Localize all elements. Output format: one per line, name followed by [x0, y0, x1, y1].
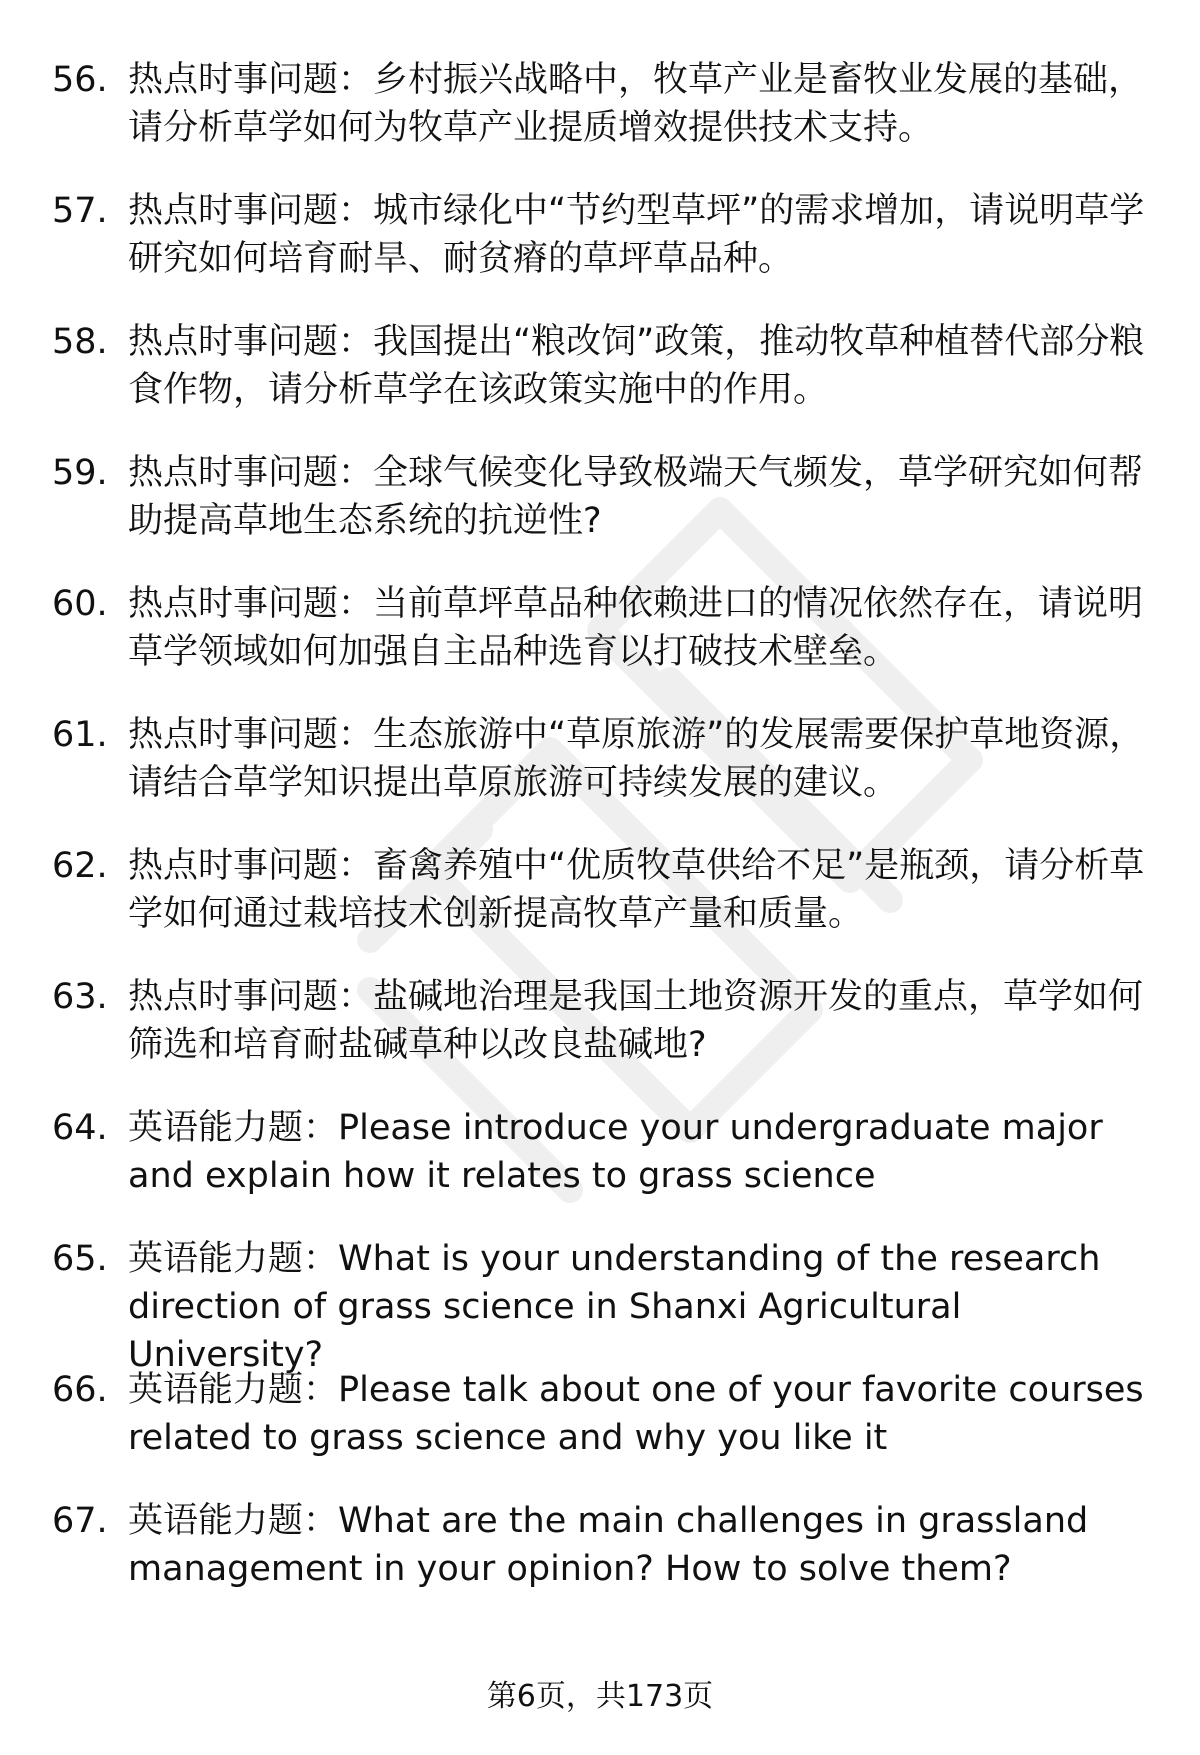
question-item — [52, 1104, 1162, 1235]
question-number: 65. — [52, 1239, 108, 1279]
question-list — [52, 56, 1162, 1628]
question-text: 英语能力题：What is your understanding of the research direction of grass science in Shanxi Agricultural University? — [128, 1239, 1101, 1375]
question-text: 热点时事问题：全球气候变化导致极端天气频发，草学研究如何帮助提高草地生态系统的抗逆性? — [128, 453, 1144, 541]
question-item — [52, 973, 1162, 1104]
question-item — [52, 1235, 1162, 1375]
question-item — [52, 56, 1162, 187]
question-number: 59. — [52, 453, 108, 493]
question-number: 64. — [52, 1108, 108, 1148]
question-text: 英语能力题：What are the main challenges in grassland management in your opinion? How to solve them? — [128, 1501, 1089, 1589]
page-footer — [0, 1677, 1200, 1717]
question-item — [52, 711, 1162, 842]
question-text: 热点时事问题：生态旅游中“草原旅游”的发展需要保护草地资源，请结合草学知识提出草原旅游可持续发展的建议。 — [128, 715, 1145, 803]
question-number: 58. — [52, 322, 108, 362]
question-number: 67. — [52, 1501, 108, 1541]
question-number: 56. — [52, 60, 108, 100]
question-text: 热点时事问题：城市绿化中“节约型草坪”的需求增加，请说明草学研究如何培育耐旱、耐贫瘠的草坪草品种。 — [128, 191, 1145, 279]
question-number: 57. — [52, 191, 108, 231]
question-item — [52, 1497, 1162, 1628]
question-number: 60. — [52, 584, 108, 624]
question-item — [52, 580, 1162, 711]
question-item — [52, 187, 1162, 318]
question-number: 63. — [52, 977, 108, 1017]
question-number: 62. — [52, 846, 108, 886]
question-text: 热点时事问题：当前草坪草品种依赖进口的情况依然存在，请说明草学领域如何加强自主品种选育以打破技术壁垒。 — [128, 584, 1144, 672]
question-item — [52, 1366, 1162, 1497]
page-number-label: 第6页，共173页 — [486, 1679, 714, 1714]
question-text: 英语能力题：Please talk about one of your favorite courses related to grass science and why you like it — [128, 1370, 1144, 1458]
question-text: 热点时事问题：盐碱地治理是我国土地资源开发的重点，草学如何筛选和培育耐盐碱草种以改良盐碱地? — [128, 977, 1144, 1065]
question-item — [52, 842, 1162, 973]
question-number: 61. — [52, 715, 108, 755]
question-item — [52, 449, 1162, 580]
question-text: 热点时事问题：畜禽养殖中“优质牧草供给不足”是瓶颈，请分析草学如何通过栽培技术创新提高牧草产量和质量。 — [128, 846, 1145, 934]
question-text: 热点时事问题：我国提出“粮改饲”政策，推动牧草种植替代部分粮食作物，请分析草学在该政策实施中的作用。 — [128, 322, 1145, 410]
question-text: 英语能力题：Please introduce your undergraduate major and explain how it relates to grass science — [128, 1108, 1103, 1196]
question-item — [52, 318, 1162, 449]
question-text: 热点时事问题：乡村振兴战略中，牧草产业是畜牧业发展的基础，请分析草学如何为牧草产业提质增效提供技术支持。 — [128, 60, 1144, 148]
question-number: 66. — [52, 1370, 108, 1410]
